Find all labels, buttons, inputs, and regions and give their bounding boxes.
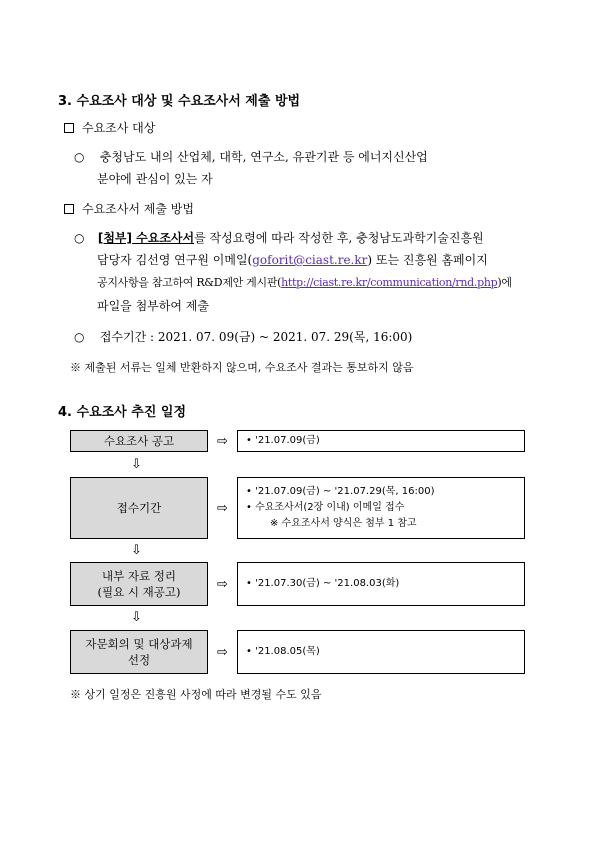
arrow-right-icon: ⇨: [217, 434, 228, 449]
bullet-period: ○ 접수기간 : 2021. 07. 09(금) ~ 2021. 07. 29(목, 16:00): [74, 330, 413, 344]
arrow-right-icon: ⇨: [217, 645, 228, 660]
arrow-right-icon: ⇨: [217, 501, 228, 516]
step-box-internal-review: 내부 자료 정리 (필요 시 재공고): [70, 562, 208, 606]
arrow-down-icon: ⇩: [131, 543, 142, 558]
step-box-announcement: 수요조사 공고: [70, 430, 208, 452]
sub-heading-target: 수요조사 대상: [64, 120, 155, 136]
bullet-submission-line2: 담당자 김선영 연구원 이메일(goforit@ciast.re.kr) 또는 진흥원 홈페이지: [97, 253, 488, 267]
step-detail-announcement: • '21.07.09(금): [237, 430, 525, 452]
bullet-target-cont: 분야에 관심이 있는 자: [97, 172, 213, 186]
section-4-title: 4. 수요조사 추진 일정: [58, 405, 187, 420]
step-detail-reception: • '21.07.09(금) ~ '21.07.29(목, 16:00) • 수요조사서(2장 이내) 이메일 접수 ※ 수요조사서 양식은 첨부 1 참고: [237, 477, 525, 539]
bullet-submission-line4: 파일을 첨부하여 제출: [97, 299, 209, 313]
square-bullet-icon: [64, 204, 74, 214]
square-bullet-icon: [64, 123, 74, 133]
step-box-advisory-selection: 자문회의 및 대상과제 선정: [70, 630, 208, 674]
step-detail-advisory-selection: • '21.08.05(목): [237, 630, 525, 674]
section-4-note: ※ 상기 일정은 진흥원 사정에 따라 변경될 수도 있음: [70, 688, 322, 701]
email-link[interactable]: goforit@ciast.re.kr: [252, 253, 368, 267]
bullet-target: ○ 충청남도 내의 산업체, 대학, 연구소, 유관기관 등 에너지신산업: [74, 150, 428, 164]
arrow-right-icon: ⇨: [217, 577, 228, 592]
section-3-title: 3. 수요조사 대상 및 수요조사서 제출 방법: [58, 94, 301, 109]
rnd-board-link[interactable]: http://ciast.re.kr/communication/rnd.php: [281, 276, 498, 289]
arrow-down-icon: ⇩: [131, 610, 142, 625]
circle-bullet-icon: ○: [74, 330, 85, 344]
sub-heading-submission: 수요조사서 제출 방법: [64, 201, 194, 217]
bullet-submission-line3: 공지사항을 참고하여 R&D제안 게시판(http://ciast.re.kr/communication/rnd.php)에: [97, 276, 512, 289]
arrow-down-icon: ⇩: [131, 457, 142, 472]
circle-bullet-icon: ○: [74, 150, 85, 164]
bullet-submission-line1: ○ [첨부] 수요조사서를 작성요령에 따라 작성한 후, 충청남도과학기술진흥원: [74, 231, 484, 245]
section-3-note: ※ 제출된 서류는 일체 반환하지 않으며, 수요조사 결과는 통보하지 않음: [70, 361, 414, 374]
circle-bullet-icon: ○: [74, 231, 85, 245]
step-detail-internal-review: • '21.07.30(금) ~ '21.08.03(화): [237, 562, 525, 606]
step-box-reception: 접수기간: [70, 477, 208, 539]
